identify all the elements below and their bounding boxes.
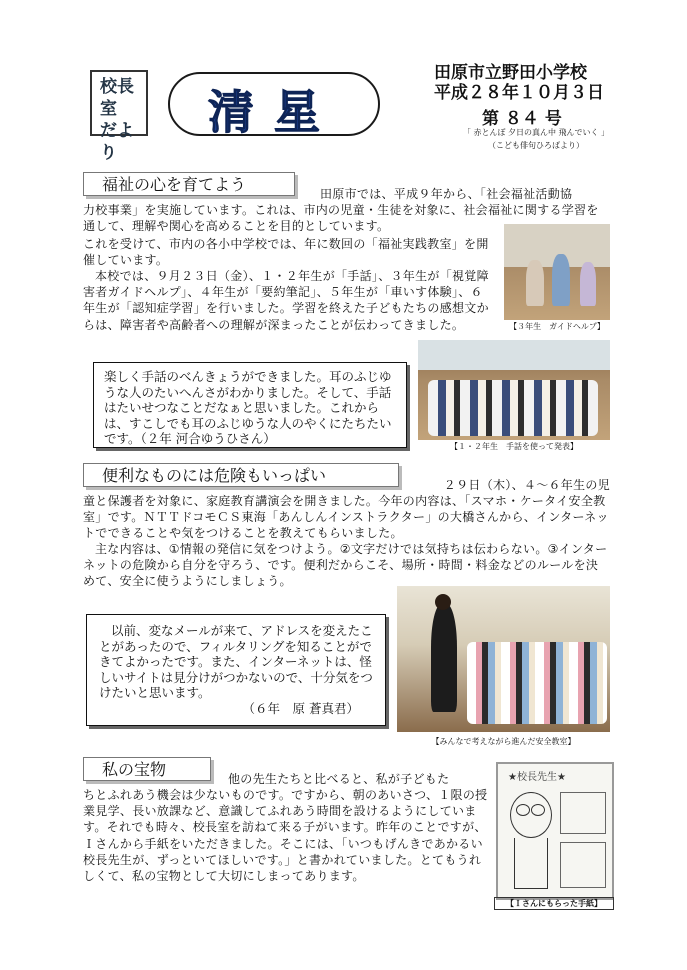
glasses-left bbox=[516, 804, 530, 816]
photo-safety-class-caption: 【みんなで考えながら進んだ安全教室】 bbox=[431, 737, 576, 746]
photo-shuwa-caption: 【１・２年生 手話を使って発表】 bbox=[450, 442, 578, 451]
school-name: 田原市立野田小学校 bbox=[434, 63, 587, 83]
motto-haiku: 「 赤とんぼ 夕日の真ん中 飛んでいく 」 bbox=[462, 128, 610, 137]
body-outline bbox=[514, 838, 548, 889]
photo-shuwa bbox=[418, 340, 610, 440]
motto bbox=[446, 126, 626, 152]
quote-box-smartphone bbox=[86, 614, 386, 726]
section3-heading: 私の宝物 bbox=[83, 757, 211, 781]
quote-box-shuwa: 楽しく手話のべんきょうができました。耳のふじゆうな人のたいへんさがわかりました。そして、手話はたいせつなことだなぁと思いました。これからは、すこしでも耳のふじゆうな人のやくにたちたいです。（２年 河合ゆうひさん） bbox=[93, 362, 407, 448]
issue-date: 平成２８年１０月３日 bbox=[434, 83, 604, 103]
glasses-right bbox=[531, 804, 545, 816]
section2-heading: 便利なものには危険もいっぱい bbox=[83, 463, 399, 487]
section2-p1: 童と保護者を対象に、家庭教育講演会を開きました。今年の内容は、「スマホ・ケータイ安全教室」です。ＮＴＴドコモＣＳ東海「あんしんインストラクター」の大橋さんから、インターネットでできることや気をつけることを教えてもらいました。 bbox=[83, 494, 609, 541]
quote-signature: （６年 原 蒼真君） bbox=[242, 700, 359, 716]
quote-text: 以前、変なメールが来て、アドレスを変えたことがあったので、フィルタリングを知ることができてよかったです。また、インターネットは、怪しいサイトは見分けがつかないので、十分気をつけたいと思います。 bbox=[99, 623, 373, 700]
section2-lead: ２９日（木）、４～６年生の児 bbox=[443, 478, 610, 492]
badge-line2: だより bbox=[100, 121, 134, 163]
photo-guidehelp-caption: 【３年生 ガイドヘルプ】 bbox=[509, 322, 605, 331]
note-box-2 bbox=[560, 842, 606, 888]
section2-p2: 主な内容は、①情報の発信に気をつけよう。②文字だけでは気持ちは伝わらない。③インターネットの危険から自分を守ろう、です。便利だからこそ、場所・時間・料金などのルールを決めて、安全に使うようにしましょう。 bbox=[83, 542, 608, 589]
letter-drawing bbox=[496, 762, 614, 900]
note-box-1 bbox=[560, 792, 606, 834]
motto-source: （こども俳句ひろばより） bbox=[488, 141, 584, 150]
newsletter-title-badge bbox=[168, 72, 380, 139]
badge-line1: 校長室 bbox=[100, 77, 134, 119]
badge-kochoshitsu bbox=[90, 70, 148, 163]
face-circle bbox=[510, 792, 552, 838]
section1-p2: これを受けて、市内の各小中学校では、年に数回の「福祉実践教室」を開催しています。 bbox=[83, 237, 489, 268]
photo-guidehelp bbox=[504, 224, 610, 320]
newsletter-title: 清星 bbox=[208, 85, 340, 139]
section3-p1: ちとふれあう機会は少ないものです。ですから、朝のあいさつ、１限の授業見学、長い放課など、意識してふれあう時間を設けるようにしています。それでも時々、校長室を訪ねて来る子がいます。昨年のことですが、Ｉさんから手紙をいただきました。そこには、「いつもげんきであかるい校長先生が、ずっといてほしいです。」と書かれていました。とてもうれしくて、私の宝物として大切にしまってあります。 bbox=[83, 788, 488, 884]
section1-heading: 福祉の心を育てよう bbox=[83, 172, 295, 196]
section1-p3: 本校では、９月２３日（金）、１・２年生が「手話」、３年生が「視覚障害者ガイドヘルプ」、４年生が「要約筆記」、５年生が「車いす体験」、６年生が「認知症学習」を行いました。学習を終えた子どもたちの感想文からは、障害者や高齢者への理解が深まったことが伝わってきました。 bbox=[83, 269, 489, 332]
section1-p1: 力校事業」を実施しています。これは、市内の児童・生徒を対象に、社会福祉に関する学習を通して、理解や関心を高めることを目的としています。 bbox=[83, 203, 599, 234]
section1-lead: 田原市では、平成９年から、「社会福祉活動協 bbox=[320, 187, 573, 201]
photo-safety-class bbox=[397, 586, 610, 732]
section3-lead: 他の先生たちと比べると、私が子どもた bbox=[228, 772, 450, 786]
issue-number: 第 ８４ 号 bbox=[482, 109, 562, 129]
drawing-title: ★校長先生★ bbox=[508, 772, 566, 783]
letter-drawing-caption: 【Ｉさんにもらった手紙】 bbox=[494, 897, 614, 910]
